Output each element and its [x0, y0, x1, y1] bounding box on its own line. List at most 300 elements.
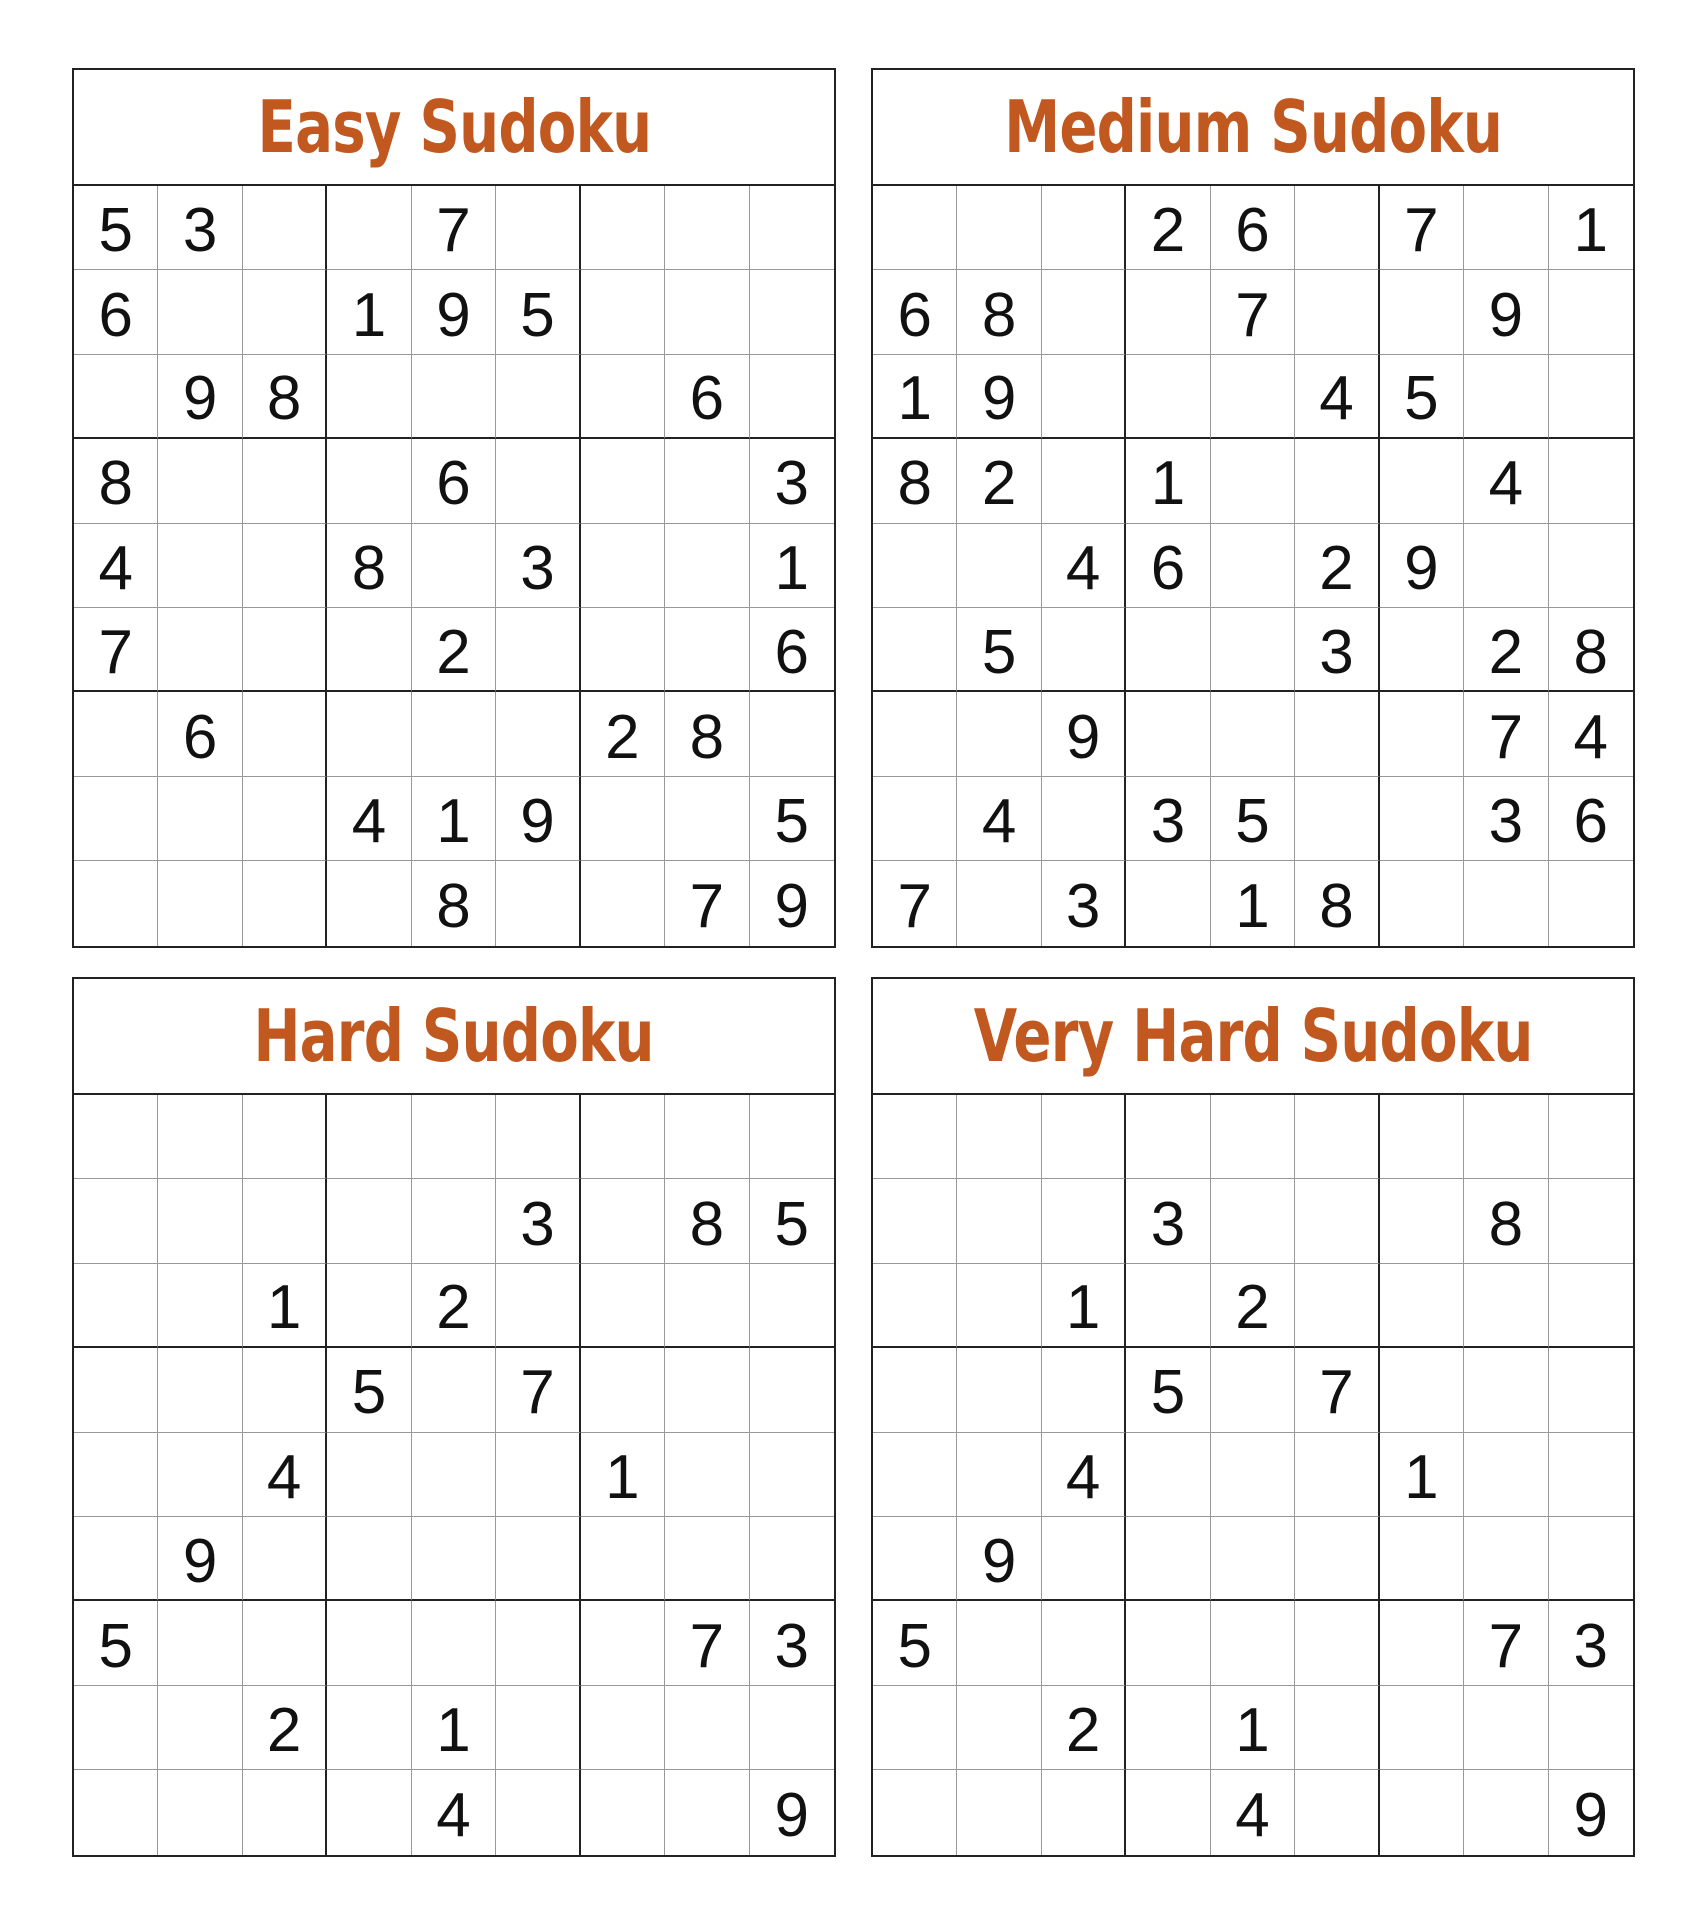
- given-cell: 5: [1126, 1348, 1210, 1432]
- given-cell: 1: [243, 1264, 327, 1348]
- given-cell: 5: [750, 1179, 834, 1263]
- empty-cell[interactable]: [750, 270, 834, 354]
- empty-cell[interactable]: [412, 692, 496, 776]
- empty-cell[interactable]: [1464, 861, 1548, 945]
- given-cell: 2: [581, 692, 665, 776]
- given-cell: 2: [1464, 608, 1548, 692]
- empty-cell[interactable]: [158, 1348, 242, 1432]
- empty-cell[interactable]: [750, 1264, 834, 1348]
- empty-cell[interactable]: [1380, 1601, 1464, 1685]
- empty-cell[interactable]: [327, 1517, 411, 1601]
- empty-cell[interactable]: [957, 524, 1041, 608]
- empty-cell[interactable]: [158, 1770, 242, 1854]
- empty-cell[interactable]: [1295, 1179, 1379, 1263]
- empty-cell[interactable]: [1380, 608, 1464, 692]
- given-cell: 7: [665, 861, 749, 945]
- sudoku-grid: [873, 186, 1633, 946]
- empty-cell[interactable]: [1042, 1095, 1126, 1179]
- given-cell: 9: [158, 1517, 242, 1601]
- empty-cell[interactable]: [1464, 1433, 1548, 1517]
- empty-cell[interactable]: [750, 1433, 834, 1517]
- empty-cell[interactable]: [1126, 1517, 1210, 1601]
- puzzle-title: [873, 70, 1633, 186]
- empty-cell[interactable]: [1211, 1348, 1295, 1432]
- empty-cell[interactable]: [873, 692, 957, 776]
- empty-cell[interactable]: [750, 1517, 834, 1601]
- empty-cell[interactable]: [158, 861, 242, 945]
- empty-cell[interactable]: [412, 1095, 496, 1179]
- puzzle-title-text: Medium Sudoku: [1004, 85, 1502, 169]
- empty-cell[interactable]: [581, 1264, 665, 1348]
- empty-cell[interactable]: [1042, 1601, 1126, 1685]
- given-cell: 4: [1464, 439, 1548, 523]
- empty-cell[interactable]: [581, 355, 665, 439]
- empty-cell[interactable]: [665, 1433, 749, 1517]
- empty-cell[interactable]: [665, 186, 749, 270]
- empty-cell[interactable]: [74, 1095, 158, 1179]
- empty-cell[interactable]: [1549, 439, 1633, 523]
- empty-cell[interactable]: [1549, 1517, 1633, 1601]
- empty-cell[interactable]: [1211, 608, 1295, 692]
- given-cell: 8: [665, 1179, 749, 1263]
- given-cell: 9: [957, 1517, 1041, 1601]
- empty-cell[interactable]: [957, 1348, 1041, 1432]
- empty-cell[interactable]: [1042, 1770, 1126, 1854]
- empty-cell[interactable]: [74, 1517, 158, 1601]
- empty-cell[interactable]: [74, 777, 158, 861]
- empty-cell[interactable]: [1042, 439, 1126, 523]
- empty-cell[interactable]: [158, 1264, 242, 1348]
- empty-cell[interactable]: [243, 524, 327, 608]
- given-cell: 9: [957, 355, 1041, 439]
- empty-cell[interactable]: [1549, 861, 1633, 945]
- empty-cell[interactable]: [1295, 1601, 1379, 1685]
- empty-cell[interactable]: [957, 1601, 1041, 1685]
- empty-cell[interactable]: [581, 777, 665, 861]
- empty-cell[interactable]: [1295, 692, 1379, 776]
- empty-cell[interactable]: [665, 439, 749, 523]
- empty-cell[interactable]: [1211, 692, 1295, 776]
- empty-cell[interactable]: [1126, 608, 1210, 692]
- given-cell: 4: [412, 1770, 496, 1854]
- empty-cell[interactable]: [1211, 1433, 1295, 1517]
- empty-cell[interactable]: [496, 1517, 580, 1601]
- given-cell: 1: [412, 1686, 496, 1770]
- empty-cell[interactable]: [873, 1770, 957, 1854]
- empty-cell[interactable]: [957, 1770, 1041, 1854]
- empty-cell[interactable]: [957, 1179, 1041, 1263]
- empty-cell[interactable]: [1042, 1517, 1126, 1601]
- empty-cell[interactable]: [1464, 1770, 1548, 1854]
- empty-cell[interactable]: [327, 861, 411, 945]
- empty-cell[interactable]: [158, 524, 242, 608]
- empty-cell[interactable]: [581, 1601, 665, 1685]
- empty-cell[interactable]: [1380, 1686, 1464, 1770]
- given-cell: 3: [1295, 608, 1379, 692]
- empty-cell[interactable]: [496, 692, 580, 776]
- empty-cell[interactable]: [74, 1348, 158, 1432]
- empty-cell[interactable]: [74, 692, 158, 776]
- given-cell: 7: [1464, 1601, 1548, 1685]
- empty-cell[interactable]: [243, 1348, 327, 1432]
- given-cell: 5: [327, 1348, 411, 1432]
- given-cell: 1: [1380, 1433, 1464, 1517]
- empty-cell[interactable]: [665, 1517, 749, 1601]
- empty-cell[interactable]: [1464, 1348, 1548, 1432]
- empty-cell[interactable]: [957, 1433, 1041, 1517]
- empty-cell[interactable]: [496, 1601, 580, 1685]
- empty-cell[interactable]: [1042, 1179, 1126, 1263]
- empty-cell[interactable]: [74, 1433, 158, 1517]
- given-cell: 9: [774, 871, 809, 941]
- empty-cell[interactable]: [243, 692, 327, 776]
- empty-cell[interactable]: [496, 861, 580, 945]
- given-cell: 8: [412, 861, 496, 945]
- given-cell: 6: [1126, 524, 1210, 608]
- empty-cell[interactable]: [243, 1095, 327, 1179]
- given-cell: 9: [496, 777, 580, 861]
- empty-cell[interactable]: [1211, 439, 1295, 523]
- empty-cell[interactable]: [158, 608, 242, 692]
- empty-cell[interactable]: [243, 608, 327, 692]
- empty-cell[interactable]: [1042, 186, 1126, 270]
- given-cell: 1: [327, 270, 411, 354]
- given-cell: 4: [1042, 524, 1126, 608]
- empty-cell[interactable]: [1295, 1264, 1379, 1348]
- empty-cell[interactable]: [1295, 439, 1379, 523]
- empty-cell[interactable]: [750, 692, 834, 776]
- given-cell: 2: [412, 608, 496, 692]
- empty-cell[interactable]: [1464, 355, 1548, 439]
- empty-cell[interactable]: [74, 861, 158, 945]
- empty-cell[interactable]: [1464, 1095, 1548, 1179]
- empty-cell[interactable]: [1380, 777, 1464, 861]
- given-cell: 6: [158, 692, 242, 776]
- given-cell: 2: [1295, 524, 1379, 608]
- empty-cell[interactable]: [243, 1517, 327, 1601]
- empty-cell[interactable]: [496, 1433, 580, 1517]
- given-cell: 3: [496, 524, 580, 608]
- given-cell: 1: [1126, 439, 1210, 523]
- empty-cell[interactable]: [327, 692, 411, 776]
- empty-cell[interactable]: [1380, 270, 1464, 354]
- empty-cell[interactable]: [1126, 1686, 1210, 1770]
- empty-cell[interactable]: [243, 439, 327, 523]
- given-cell: 1: [412, 777, 496, 861]
- empty-cell[interactable]: [496, 355, 580, 439]
- given-cell: 8: [1464, 1179, 1548, 1263]
- given-cell: 2: [1211, 1264, 1295, 1348]
- empty-cell[interactable]: [327, 608, 411, 692]
- empty-cell[interactable]: [327, 1433, 411, 1517]
- given-cell: 6: [665, 355, 749, 439]
- given-cell: 8: [665, 692, 749, 776]
- given-cell: 7: [496, 1348, 580, 1432]
- puzzle-title: [74, 70, 834, 186]
- empty-cell[interactable]: [1211, 1095, 1295, 1179]
- empty-cell[interactable]: [496, 1095, 580, 1179]
- empty-cell[interactable]: [412, 1517, 496, 1601]
- empty-cell[interactable]: [581, 524, 665, 608]
- given-cell: 5: [1211, 777, 1295, 861]
- empty-cell[interactable]: [496, 186, 580, 270]
- empty-cell[interactable]: [665, 270, 749, 354]
- empty-cell[interactable]: [74, 1686, 158, 1770]
- empty-cell[interactable]: [873, 1433, 957, 1517]
- empty-cell[interactable]: [412, 355, 496, 439]
- empty-cell[interactable]: [327, 439, 411, 523]
- empty-cell[interactable]: [581, 1095, 665, 1179]
- empty-cell[interactable]: [327, 1601, 411, 1685]
- given-cell: 8: [327, 524, 411, 608]
- empty-cell[interactable]: [665, 608, 749, 692]
- empty-cell[interactable]: [665, 777, 749, 861]
- empty-cell[interactable]: [873, 1264, 957, 1348]
- easy-sudoku-panel: [72, 68, 836, 948]
- given-cell: 7: [1380, 186, 1464, 270]
- empty-cell[interactable]: [1126, 692, 1210, 776]
- given-cell: 5: [74, 1601, 158, 1685]
- given-cell: 9: [1464, 270, 1548, 354]
- empty-cell[interactable]: [1295, 777, 1379, 861]
- empty-cell[interactable]: [1211, 355, 1295, 439]
- empty-cell[interactable]: [750, 1686, 834, 1770]
- given-cell: 4: [1211, 1770, 1295, 1854]
- very-hard-sudoku-panel: [871, 977, 1635, 1857]
- empty-cell[interactable]: [1549, 1433, 1633, 1517]
- empty-cell[interactable]: [581, 270, 665, 354]
- given-cell: 3: [158, 186, 242, 270]
- empty-cell[interactable]: [1042, 1348, 1126, 1432]
- given-cell: 7: [1464, 692, 1548, 776]
- given-cell: 8: [873, 439, 957, 523]
- empty-cell[interactable]: [1549, 1095, 1633, 1179]
- given-cell: 7: [873, 861, 957, 945]
- empty-cell[interactable]: [1126, 1264, 1210, 1348]
- empty-cell[interactable]: [496, 439, 580, 523]
- given-cell: 1: [873, 355, 957, 439]
- given-cell: 7: [412, 186, 496, 270]
- empty-cell[interactable]: [1464, 1264, 1548, 1348]
- empty-cell[interactable]: [243, 1770, 327, 1854]
- puzzle-title-text: Very Hard Sudoku: [973, 994, 1533, 1078]
- empty-cell[interactable]: [1211, 1517, 1295, 1601]
- empty-cell[interactable]: [1549, 1686, 1633, 1770]
- empty-cell[interactable]: [1042, 608, 1126, 692]
- given-cell: 9: [774, 1780, 809, 1850]
- empty-cell[interactable]: [1211, 1179, 1295, 1263]
- empty-cell[interactable]: [957, 861, 1041, 945]
- empty-cell[interactable]: [158, 1601, 242, 1685]
- given-cell: 4: [1295, 355, 1379, 439]
- given-cell: 1: [581, 1433, 665, 1517]
- empty-cell[interactable]: [957, 1686, 1041, 1770]
- empty-cell[interactable]: [496, 1264, 580, 1348]
- puzzle-title: [74, 979, 834, 1095]
- empty-cell[interactable]: [327, 1770, 411, 1854]
- empty-cell[interactable]: [1126, 1601, 1210, 1685]
- empty-cell[interactable]: [412, 1601, 496, 1685]
- empty-cell[interactable]: [243, 186, 327, 270]
- empty-cell[interactable]: [873, 608, 957, 692]
- empty-cell[interactable]: [1295, 1433, 1379, 1517]
- given-cell: 9: [1380, 524, 1464, 608]
- empty-cell[interactable]: [158, 270, 242, 354]
- empty-cell[interactable]: [158, 1433, 242, 1517]
- empty-cell[interactable]: [1380, 439, 1464, 523]
- empty-cell[interactable]: [412, 1433, 496, 1517]
- given-cell: 6: [74, 270, 158, 354]
- empty-cell[interactable]: [1211, 1601, 1295, 1685]
- empty-cell[interactable]: [74, 1770, 158, 1854]
- given-cell: 5: [74, 186, 158, 270]
- empty-cell[interactable]: [496, 608, 580, 692]
- empty-cell[interactable]: [327, 1095, 411, 1179]
- empty-cell[interactable]: [581, 861, 665, 945]
- empty-cell[interactable]: [1126, 861, 1210, 945]
- empty-cell[interactable]: [1126, 1433, 1210, 1517]
- empty-cell[interactable]: [581, 1348, 665, 1432]
- empty-cell[interactable]: [665, 1095, 749, 1179]
- empty-cell[interactable]: [412, 524, 496, 608]
- empty-cell[interactable]: [581, 1517, 665, 1601]
- empty-cell[interactable]: [1464, 1517, 1548, 1601]
- empty-cell[interactable]: [158, 1686, 242, 1770]
- empty-cell[interactable]: [1126, 1095, 1210, 1179]
- empty-cell[interactable]: [581, 1770, 665, 1854]
- empty-cell[interactable]: [957, 1264, 1041, 1348]
- empty-cell[interactable]: [581, 608, 665, 692]
- empty-cell[interactable]: [665, 1686, 749, 1770]
- empty-cell[interactable]: [1549, 1264, 1633, 1348]
- empty-cell[interactable]: [665, 1264, 749, 1348]
- empty-cell[interactable]: [243, 270, 327, 354]
- empty-cell[interactable]: [581, 439, 665, 523]
- empty-cell[interactable]: [1380, 861, 1464, 945]
- empty-cell[interactable]: [581, 1179, 665, 1263]
- empty-cell[interactable]: [1042, 270, 1126, 354]
- empty-cell[interactable]: [327, 1264, 411, 1348]
- empty-cell[interactable]: [873, 1095, 957, 1179]
- empty-cell[interactable]: [243, 1601, 327, 1685]
- empty-cell[interactable]: [1549, 1348, 1633, 1432]
- empty-cell[interactable]: [1380, 692, 1464, 776]
- empty-cell[interactable]: [1464, 186, 1548, 270]
- given-cell: 9: [1042, 692, 1126, 776]
- empty-cell[interactable]: [74, 1264, 158, 1348]
- empty-cell[interactable]: [327, 1686, 411, 1770]
- empty-cell[interactable]: [1380, 1264, 1464, 1348]
- empty-cell[interactable]: [158, 439, 242, 523]
- empty-cell[interactable]: [158, 1095, 242, 1179]
- empty-cell[interactable]: [665, 1770, 749, 1854]
- empty-cell[interactable]: [873, 1686, 957, 1770]
- empty-cell[interactable]: [1380, 1095, 1464, 1179]
- empty-cell[interactable]: [1295, 1517, 1379, 1601]
- empty-cell[interactable]: [1126, 1770, 1210, 1854]
- empty-cell[interactable]: [1549, 1179, 1633, 1263]
- empty-cell[interactable]: [750, 1348, 834, 1432]
- empty-cell[interactable]: [158, 777, 242, 861]
- empty-cell[interactable]: [750, 186, 834, 270]
- given-cell: 1: [750, 524, 834, 608]
- empty-cell[interactable]: [158, 1179, 242, 1263]
- empty-cell[interactable]: [581, 186, 665, 270]
- empty-cell[interactable]: [957, 1095, 1041, 1179]
- empty-cell[interactable]: [873, 1179, 957, 1263]
- empty-cell[interactable]: [1549, 355, 1633, 439]
- empty-cell[interactable]: [750, 1095, 834, 1179]
- empty-cell[interactable]: [1380, 1770, 1464, 1854]
- empty-cell[interactable]: [74, 1179, 158, 1263]
- empty-cell[interactable]: [1042, 355, 1126, 439]
- empty-cell[interactable]: [1549, 270, 1633, 354]
- empty-cell[interactable]: [873, 186, 957, 270]
- empty-cell[interactable]: [1380, 1179, 1464, 1263]
- empty-cell[interactable]: [1126, 355, 1210, 439]
- empty-cell[interactable]: [581, 1686, 665, 1770]
- empty-cell[interactable]: [1380, 1348, 1464, 1432]
- given-cell: 3: [1126, 1179, 1210, 1263]
- given-cell: 6: [1549, 777, 1633, 861]
- empty-cell[interactable]: [873, 1348, 957, 1432]
- empty-cell[interactable]: [1464, 524, 1548, 608]
- empty-cell[interactable]: [957, 186, 1041, 270]
- empty-cell[interactable]: [750, 355, 834, 439]
- empty-cell[interactable]: [327, 186, 411, 270]
- given-cell: 5: [496, 270, 580, 354]
- empty-cell[interactable]: [327, 355, 411, 439]
- given-cell: 4: [957, 777, 1041, 861]
- empty-cell[interactable]: [1380, 1517, 1464, 1601]
- empty-cell[interactable]: [1295, 1095, 1379, 1179]
- empty-cell[interactable]: [1126, 270, 1210, 354]
- empty-cell[interactable]: [1042, 777, 1126, 861]
- empty-cell[interactable]: [665, 524, 749, 608]
- sudoku-grid: [74, 1095, 834, 1855]
- empty-cell[interactable]: [1295, 270, 1379, 354]
- given-cell: 1: [1042, 1264, 1126, 1348]
- empty-cell[interactable]: [873, 524, 957, 608]
- empty-cell[interactable]: [243, 861, 327, 945]
- given-cell: 2: [1042, 1686, 1126, 1770]
- empty-cell[interactable]: [243, 1179, 327, 1263]
- empty-cell[interactable]: [1295, 186, 1379, 270]
- empty-cell[interactable]: [873, 1517, 957, 1601]
- empty-cell[interactable]: [412, 1179, 496, 1263]
- empty-cell[interactable]: [496, 1686, 580, 1770]
- given-cell: 8: [243, 355, 327, 439]
- empty-cell[interactable]: [873, 777, 957, 861]
- empty-cell[interactable]: [1295, 1686, 1379, 1770]
- given-cell: 9: [412, 270, 496, 354]
- empty-cell[interactable]: [243, 777, 327, 861]
- empty-cell[interactable]: [665, 1348, 749, 1432]
- empty-cell[interactable]: [412, 1348, 496, 1432]
- empty-cell[interactable]: [1464, 1686, 1548, 1770]
- given-cell: 2: [957, 439, 1041, 523]
- empty-cell[interactable]: [327, 1179, 411, 1263]
- empty-cell[interactable]: [74, 355, 158, 439]
- empty-cell[interactable]: [496, 1770, 580, 1854]
- empty-cell[interactable]: [1549, 524, 1633, 608]
- given-cell: 7: [74, 608, 158, 692]
- given-cell: 2: [1126, 186, 1210, 270]
- empty-cell[interactable]: [957, 692, 1041, 776]
- given-cell: 9: [1573, 1780, 1608, 1850]
- empty-cell[interactable]: [1211, 524, 1295, 608]
- empty-cell[interactable]: [1295, 1770, 1379, 1854]
